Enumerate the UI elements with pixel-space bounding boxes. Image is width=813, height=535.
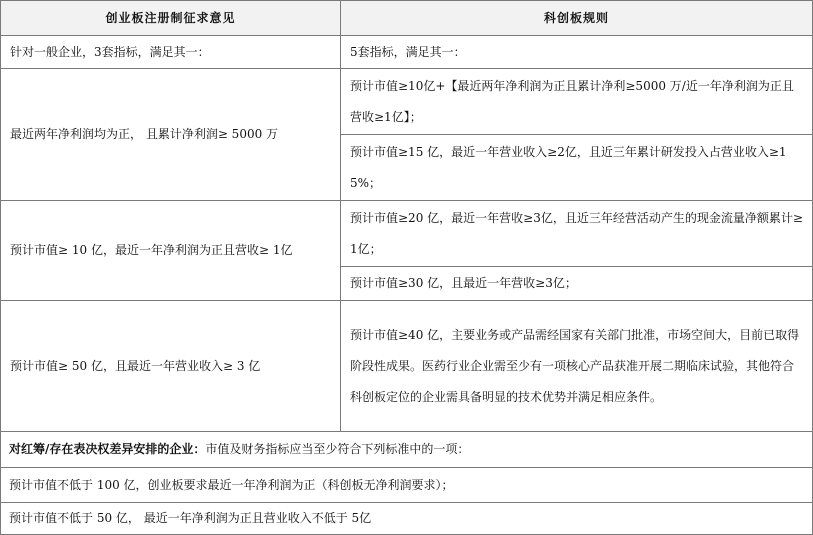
intro-row [1,36,813,69]
star-standard-1: 预计市值≥10亿+【最近两年净利润为正且累计净利≥5000 万/近一年净利润为正且营收≥1亿】； [341,69,813,135]
chinext-standard-1: 最近两年净利润均为正， 且累计净利润≥ 5000 万 [1,69,341,201]
chinext-standard-3: 预计市值≥ 50 亿，且最近一年营业收入≥ 3 亿 [1,301,341,432]
table-row [1,201,813,267]
chinext-standard-2: 预计市值≥ 10 亿，最近一年净利润为正且营收≥ 1亿 [1,201,341,301]
star-standard-2: 预计市值≥15 亿，最近一年营业收入≥2亿，且近三年累计研发投入占营业收入≥15%； [341,135,813,201]
star-standard-5: 预计市值≥40 亿，主要业务或产品需经国家有关部门批准，市场空间大，目前已取得阶段性成果。医药行业企业需至少有一项核心产品获准开展二期临床试验，其他符合科创板定位的企业需具备明显的技术优势并满足相应条件。 [341,301,813,432]
special-heading [1,432,813,468]
table-row [1,468,813,503]
star-standard-4: 预计市值≥30 亿，且最近一年营收≥3亿； [341,267,813,301]
header-row [1,1,813,36]
intro-chinext: 针对一般企业，3套指标，满足其一： [1,36,341,69]
intro-star-market: 5套指标，满足其一： [341,36,813,69]
special-standard-1: 预计市值不低于 100 亿，创业板要求最近一年净利润为正（科创板无净利润要求）； [1,468,813,503]
star-standard-3: 预计市值≥20 亿，最近一年营收≥3亿，且近三年经营活动产生的现金流量净额累计≥1亿； [341,201,813,267]
special-standard-2: 预计市值不低于 50 亿， 最近一年净利润为正且营业收入不低于 5亿 [1,503,813,535]
table-row [1,301,813,432]
special-bold-label: 对红筹/存在表决权差异安排的企业： [9,442,206,456]
header-star-market: 科创板规则 [341,1,813,36]
table-row [1,69,813,135]
special-heading-row [1,432,813,468]
header-chinext: 创业板注册制征求意见 [1,1,341,36]
special-heading-text: 市值及财务指标应当至少符合下列标准中的一项： [205,442,470,456]
table-row [1,503,813,535]
